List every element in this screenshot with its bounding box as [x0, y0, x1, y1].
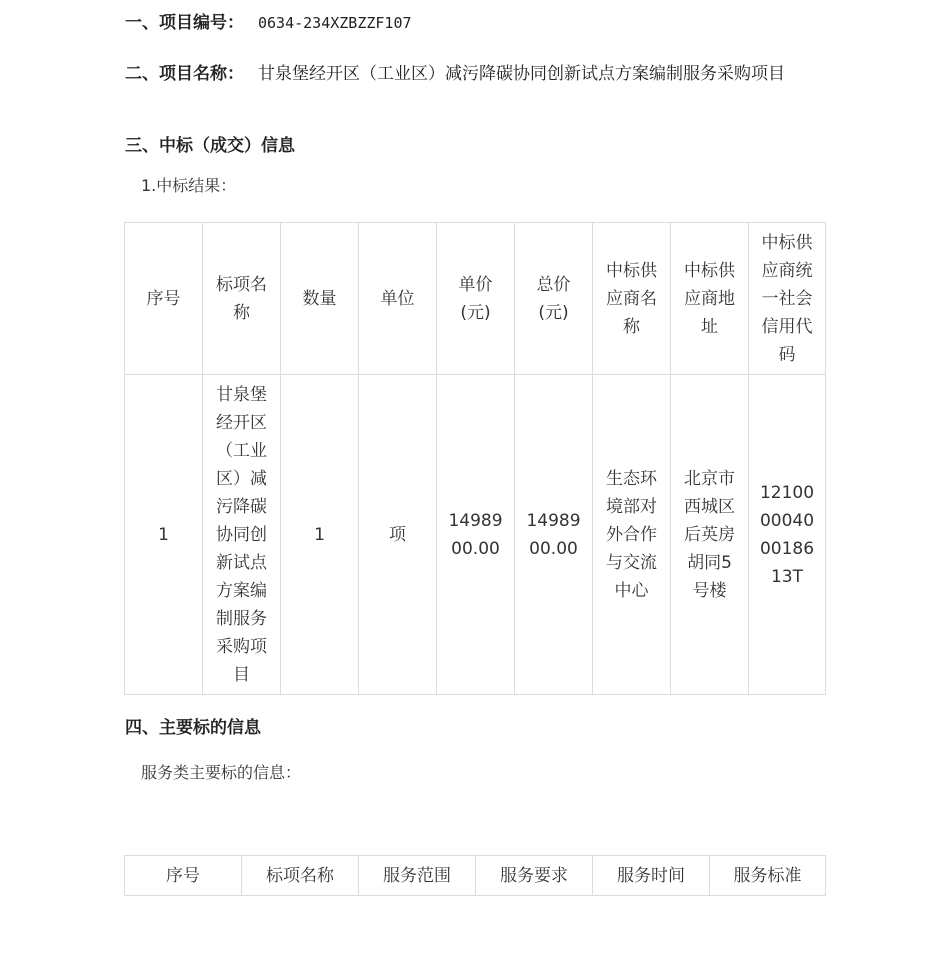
table-cell: 1	[281, 375, 359, 695]
column-header: 标项名称	[203, 223, 281, 375]
award-result-table	[124, 222, 826, 695]
project-name-line	[125, 61, 830, 88]
column-header: 中标供应商名称	[593, 223, 671, 375]
project-number-label: 一、项目编号：	[125, 13, 244, 33]
award-info-heading: 三、中标（成交）信息	[125, 136, 295, 156]
column-header: 中标供应商统一社会信用代码	[749, 223, 826, 375]
table-row	[125, 375, 826, 695]
project-number-value: 0634-234XZBZZF107	[258, 14, 412, 32]
award-table-header-row	[125, 223, 826, 375]
column-header: 总价(元)	[515, 223, 593, 375]
column-header: 单位	[359, 223, 437, 375]
column-header: 标项名称	[242, 856, 359, 896]
table-cell: 1498900.00	[437, 375, 515, 695]
table-cell: 1	[125, 375, 203, 695]
service-table-header-row	[125, 856, 826, 896]
column-header: 中标供应商地址	[671, 223, 749, 375]
service-subject-table	[124, 855, 826, 896]
column-header: 单价(元)	[437, 223, 515, 375]
table-cell: 1498900.00	[515, 375, 593, 695]
table-cell: 生态环境部对外合作与交流中心	[593, 375, 671, 695]
project-name-label: 二、项目名称：	[125, 64, 244, 84]
table-cell: 12100000400018613T	[749, 375, 826, 695]
service-subject-subheading: 服务类主要标的信息：	[141, 763, 302, 782]
column-header: 服务时间	[593, 856, 710, 896]
column-header: 服务标准	[710, 856, 826, 896]
award-result-subheading: 1.中标结果：	[141, 176, 237, 195]
table-cell: 甘泉堡经开区（工业区）减污降碳协同创新试点方案编制服务采购项目	[203, 375, 281, 695]
column-header: 服务要求	[476, 856, 593, 896]
project-number-line	[125, 10, 830, 37]
project-name-value: 甘泉堡经开区（工业区）减污降碳协同创新试点方案编制服务采购项目	[258, 64, 785, 84]
column-header: 序号	[125, 223, 203, 375]
main-subject-heading: 四、主要标的信息	[125, 718, 261, 738]
table-cell: 项	[359, 375, 437, 695]
column-header: 数量	[281, 223, 359, 375]
column-header: 序号	[125, 856, 242, 896]
column-header: 服务范围	[359, 856, 476, 896]
table-cell: 北京市西城区后英房胡同5号楼	[671, 375, 749, 695]
